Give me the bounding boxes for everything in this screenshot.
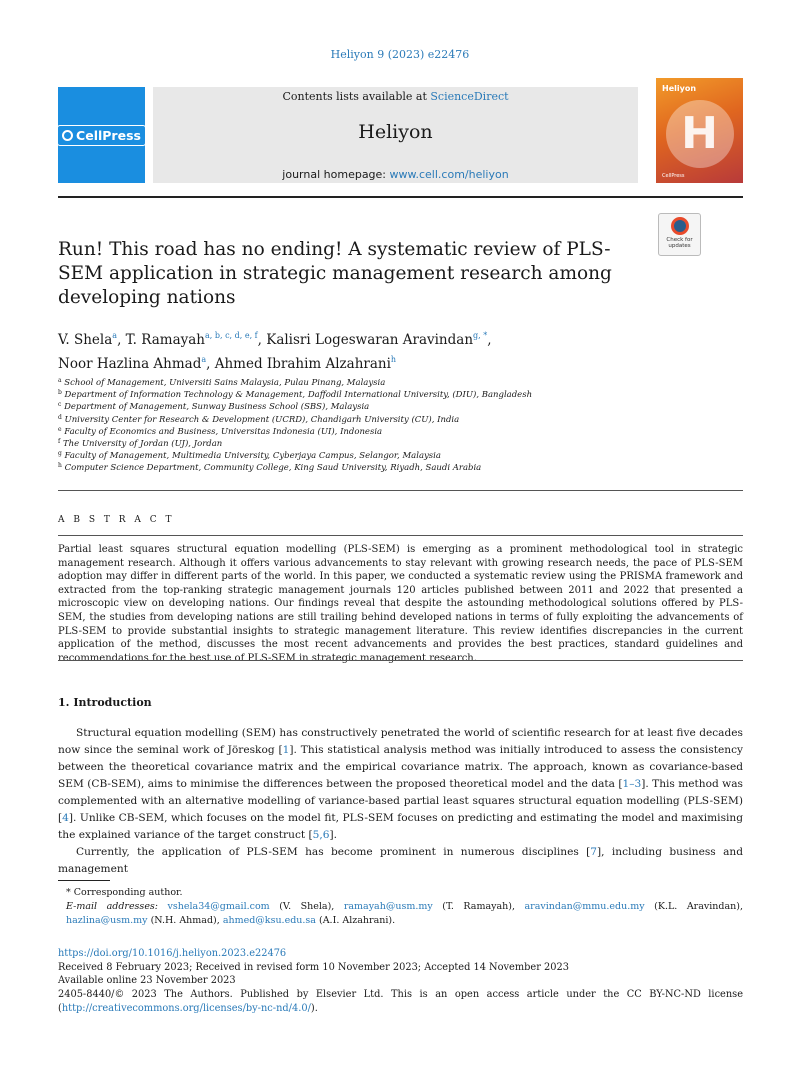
intro-paragraph-2 (58, 844, 743, 878)
affiliation (58, 462, 743, 474)
sciencedirect-link[interactable]: ScienceDirect (430, 90, 509, 103)
affiliation-rule (58, 490, 743, 491)
paragraph-text: ], including business and management (58, 846, 743, 875)
abstract-heading: A B S T R A C T (58, 515, 175, 525)
cellpress-mark-icon (62, 130, 73, 141)
author-name: Kalisri Logeswaran Aravindan (266, 332, 474, 348)
introduction-body (58, 725, 743, 878)
affiliation-text: The University of Jordan (UJ), Jordan (62, 439, 223, 450)
corresponding-author-note: * Corresponding author. (66, 887, 183, 898)
email-owner: (V. Shela), (269, 901, 344, 912)
paragraph-text: ]. This statistical analysis method was initially introduced to assess the consistency between the theoretical covariance matrix and the empirical covariance matrix. The approach, known as covariance-based SEM (CB-SEM), aims to minimise the differences between the proposed theoretical model and the data [ (58, 744, 743, 790)
paragraph-text: ]. (329, 829, 338, 841)
author-affiliation-ref[interactable]: h (390, 355, 397, 364)
affiliation-text: Faculty of Economics and Business, Universitas Indonesia (UI), Indonesia (64, 426, 383, 437)
section-heading-introduction: 1. Introduction (58, 696, 152, 709)
paragraph-text: Structural equation modelling (SEM) has constructively penetrated the world of scientific research for at least five decades now since the seminal work of Jöreskog [ (58, 727, 743, 756)
email-link[interactable]: ahmed@ksu.edu.sa (222, 915, 316, 926)
author-name: Ahmed Ibrahim Alzahrani (214, 356, 391, 372)
journal-reference[interactable]: Heliyon 9 (2023) e22476 (330, 48, 470, 61)
email-addresses (58, 900, 743, 928)
citation-link[interactable]: 4 (62, 812, 69, 824)
journal-masthead (153, 87, 638, 183)
footnotes (58, 886, 743, 928)
affiliation-key: h (58, 462, 62, 470)
paragraph-text: ]. This method was complemented with an alternative modelling of variance-based partial least squares structural equation modelling (PLS-SEM) [ (58, 778, 743, 824)
affiliation (58, 401, 743, 413)
paper-title: Run! This road has no ending! A systematic review of PLS-SEM application in strategic management research among developing nations (58, 239, 612, 308)
available-online-date: Available online 23 November 2023 (58, 975, 236, 987)
check-updates-text: Check for updates (666, 237, 693, 249)
journal-cover[interactable] (656, 78, 743, 183)
affiliation-key: e (58, 425, 62, 433)
email-owner: (K.L. Aravindan), (644, 901, 743, 912)
affiliation-text: Computer Science Department, Community College, King Saud University, Riyadh, Saudi Arabia (64, 463, 482, 474)
citation-link[interactable]: 7 (590, 846, 598, 858)
email-owner: (N.H. Ahmad), (147, 915, 223, 926)
homepage-line (153, 168, 638, 181)
doi-link[interactable]: https://doi.org/10.1016/j.heliyon.2023.e22476 (58, 948, 287, 959)
paragraph-text: Currently, the application of PLS-SEM has become prominent in numerous disciplines [ (76, 846, 591, 858)
affiliation-key: d (58, 413, 62, 421)
check-for-updates-badge[interactable] (658, 213, 701, 256)
affiliation-key: b (58, 389, 62, 397)
author-affiliation-ref[interactable]: g, * (473, 331, 488, 340)
publication-info (58, 947, 743, 1016)
check-updates-icon (671, 217, 689, 235)
abstract-end-rule (58, 660, 743, 661)
cellpress-logo-text: CellPress (76, 127, 141, 143)
cellpress-logo[interactable] (57, 125, 146, 146)
intro-paragraph-1 (58, 725, 743, 844)
email-owner: (A.I. Alzahrani). (315, 915, 396, 926)
citation-link[interactable]: 5,6 (312, 829, 330, 841)
email-link[interactable]: vshela34@gmail.com (167, 901, 270, 912)
footnote-rule (58, 880, 110, 881)
affiliation (58, 389, 743, 401)
affiliation-key: c (58, 401, 62, 409)
license-text: 2405-8440/© 2023 The Authors. Published by Elsevier Ltd. This is an open access article under the CC BY-NC-ND license ( (58, 989, 743, 1014)
abstract-rule (58, 535, 743, 536)
author-name: T. Ramayah (125, 332, 206, 348)
citation-link[interactable]: 1 (282, 744, 290, 756)
affiliation (58, 450, 743, 462)
author-name: V. Shela (58, 332, 113, 348)
cover-title: Heliyon (662, 84, 697, 93)
header-rule (58, 196, 743, 198)
affiliation (58, 414, 743, 426)
contents-prefix: Contents lists available at (282, 90, 431, 103)
affiliation-list (58, 377, 743, 475)
publisher-logo-panel (58, 87, 145, 183)
abstract-text: Partial least squares structural equation modelling (PLS-SEM) is emerging as a prominent methodological tool in strategic management research. Although it offers various advancements to stay relevant with growing research needs, the pace of PLS-SEM adoption may differ in different parts of the world. In this paper, we conducted a systematic review using the PRISMA framework and extracted from the top-ranking strategic management journals 120 articles published between 2011 and 2022 that presented a microscopic view on developing nations. Our findings reveal that despite the astounding methodological solutions offered by PLS-SEM, the studies from developing nations are still trailing behind developed nations in terms of fully exploiting the advancements of PLS-SEM to provide substantial insights to strategic management literature. This review identifies discrepancies in the current application of the method, discusses the most recent advancements and provides the best practices, standard guidelines and recommendations for the best use of PLS-SEM in strategic management research. (58, 544, 743, 664)
contents-line (153, 90, 638, 103)
homepage-prefix: journal homepage: (282, 168, 390, 181)
email-owner: (T. Ramayah), (432, 901, 525, 912)
affiliation-text: Faculty of Management, Multimedia University, Cyberjaya Campus, Selangor, Malaysia (64, 451, 441, 462)
author-affiliation-ref[interactable]: a (201, 355, 207, 364)
homepage-link[interactable]: www.cell.com/heliyon (389, 168, 509, 181)
license-link[interactable]: http://creativecommons.org/licenses/by-nc-nd/4.0/ (61, 1002, 311, 1014)
citation-link[interactable]: 1–3 (622, 778, 642, 790)
affiliation-text: University Center for Research & Development (UCRD), Chandigarh University (CU), India (64, 414, 460, 425)
journal-title: Heliyon (358, 121, 433, 143)
email-label: E-mail addresses: (66, 901, 168, 912)
affiliation-key: a (58, 377, 62, 384)
paragraph-text: ]. Unlike CB-SEM, which focuses on the model fit, PLS-SEM focuses on predicting and estimating the model and maximising the explained variance of the target construct [ (58, 812, 743, 841)
email-link[interactable]: aravindan@mmu.edu.my (524, 901, 645, 912)
author-affiliation-ref[interactable]: a, b, c, d, e, f (205, 331, 258, 340)
cover-publisher: CellPress (662, 173, 685, 179)
cover-letter: H (681, 108, 718, 159)
affiliation-key: g (58, 450, 62, 458)
affiliation-key: f (58, 438, 61, 446)
email-link[interactable]: hazlina@usm.my (66, 915, 148, 926)
author-affiliation-ref[interactable]: a (112, 331, 118, 340)
author-list: V. Shela$^a$, T. Ramayah$^{a, b, c, d, e, f}$, Kalisri Logeswaran Aravindan$^{g, *}$, Noor Hazlina Ahmad$^a$, Ahmed Ibrahim Alzahrani$^h$ (58, 331, 492, 372)
affiliation (58, 426, 743, 438)
email-link[interactable]: ramayah@usm.my (343, 901, 433, 912)
author-name: Noor Hazlina Ahmad (58, 356, 202, 372)
received-dates: Received 8 February 2023; Received in revised form 10 November 2023; Accepted 14 November 2023 (58, 961, 569, 973)
affiliation (58, 377, 743, 389)
affiliation-text: Department of Information Technology & Management, Daffodil International University, (DIU), Bangladesh (64, 390, 533, 401)
license-statement (58, 988, 743, 1015)
affiliation (58, 438, 743, 450)
affiliation-text: Department of Management, Sunway Business School (SBS), Malaysia (64, 402, 370, 413)
license-suffix: ). (310, 1002, 318, 1014)
affiliation-text: School of Management, Universiti Sains Malaysia, Pulau Pinang, Malaysia (64, 378, 386, 388)
